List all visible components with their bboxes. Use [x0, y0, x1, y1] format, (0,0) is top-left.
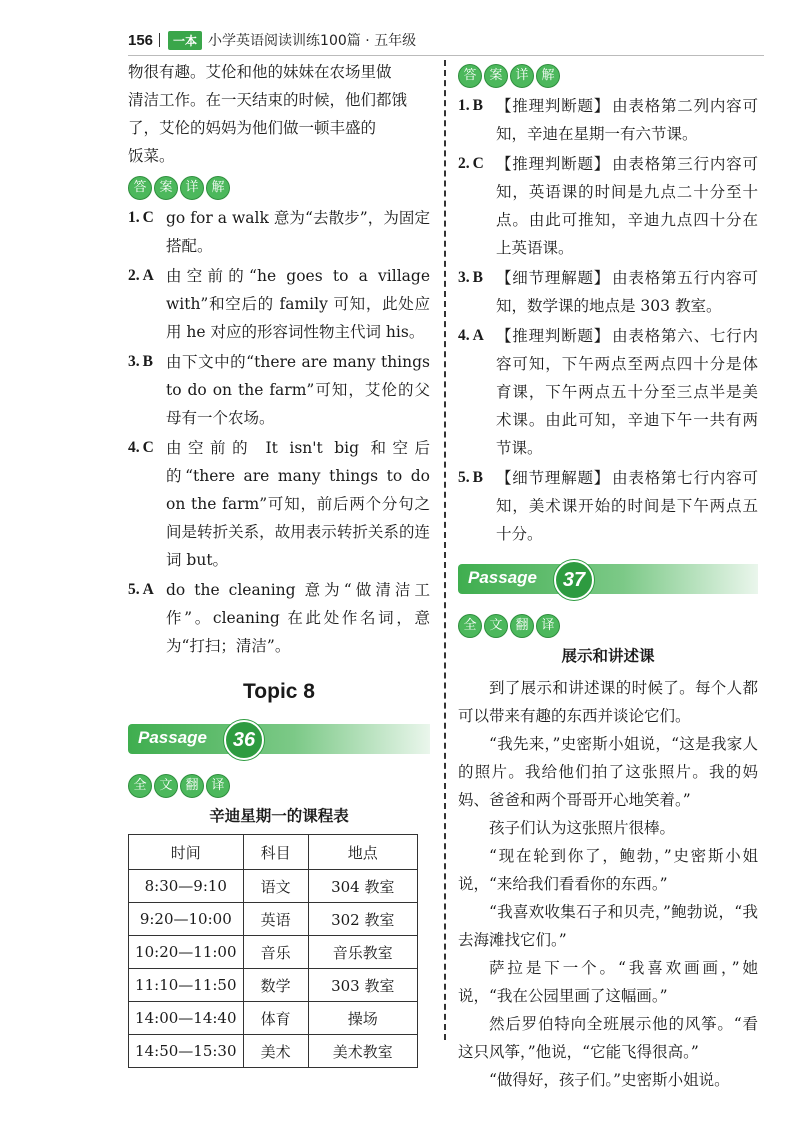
table-cell: 数学: [243, 969, 308, 1002]
intro-line: 饭菜。: [128, 147, 175, 165]
answer-item: [128, 348, 430, 432]
answer-text: 由表格第六、七行内容可知，下午两点至两点四十分是体育课，下午两点五十分至三点半是美术课。由此可知，辛迪下午一共有两节课。: [496, 327, 758, 457]
schedule-table: [128, 834, 418, 1068]
story-paragraph: 孩子们认为这张照片很棒。: [489, 819, 676, 837]
banner-char: 文: [484, 614, 508, 638]
passage-bar: [128, 718, 430, 760]
question-type-tag: 【推理判断题】: [496, 97, 611, 115]
answer-text: do the cleaning 意为“做清洁工作”。cleaning 在此处作名词，意为“打扫；清洁”。: [166, 581, 430, 655]
table-cell: 操场: [308, 1002, 417, 1035]
answer-letter: B: [472, 97, 483, 114]
answer-number: 2.: [128, 267, 140, 284]
answer-text: 由表格第三行内容可知，英语课的时间是九点二十分至十点。由此可推知，辛迪九点四十分在上英语课。: [496, 155, 758, 257]
table-cell: 302 教室: [308, 903, 417, 936]
answer-number: 4.: [458, 327, 470, 344]
page-header: [128, 26, 416, 54]
table-cell: 美术: [243, 1035, 308, 1068]
answer-letter: B: [472, 469, 483, 486]
banner-char: 详: [510, 64, 534, 88]
banner-char: 详: [180, 176, 204, 200]
answer-number: 3.: [458, 269, 470, 286]
answer-text: 由表格第二列内容可知，辛迪在星期一有六节课。: [496, 97, 758, 143]
question-type-tag: 【细节理解题】: [496, 269, 611, 287]
answer-letter: C: [142, 209, 154, 226]
table-cell: 音乐教室: [308, 936, 417, 969]
banner-char: 解: [536, 64, 560, 88]
table-cell: 英语: [243, 903, 308, 936]
table-cell: 语文: [243, 870, 308, 903]
story-paragraph: “做得好，孩子们。”史密斯小姐说。: [489, 1071, 730, 1089]
answer-text: 由表格第七行内容可知，美术课开始的时间是下午两点五十分。: [496, 469, 758, 543]
answer-number: 4.: [128, 439, 140, 456]
answer-item: [458, 150, 758, 262]
table-cell: 10:20—11:00: [129, 936, 244, 969]
banner-char: 全: [128, 774, 152, 798]
table-row: [129, 903, 418, 936]
header-separator: [159, 33, 160, 47]
banner-char: 案: [484, 64, 508, 88]
answer-text: 由下文中的“there are many things to do on the farm”可知，艾伦的父母有一个农场。: [166, 353, 430, 427]
answer-text: 由空前的 It isn't big 和空后的“there are many things to do on the farm”可知，前后两个分句之间是转折关系，故用表示转折关系的连词 but。: [166, 439, 430, 569]
story-paragraph: 然后罗伯特向全班展示他的风筝。“看这只风筝，”他说，“它能飞得很高。”: [458, 1015, 758, 1061]
table-cell: 美术教室: [308, 1035, 417, 1068]
answer-item: [458, 464, 758, 548]
answer-number: 1.: [458, 97, 470, 114]
left-column: [128, 58, 430, 1068]
answer-explanation-banner: [128, 176, 230, 200]
banner-char: 案: [154, 176, 178, 200]
answer-item: [458, 322, 758, 462]
right-column: [458, 58, 758, 1094]
full-translation-banner: [128, 774, 230, 798]
table-title: 辛迪星期一的课程表: [209, 807, 349, 825]
answer-letter: C: [142, 439, 154, 456]
banner-char: 解: [206, 176, 230, 200]
passage-number-badge: 37: [554, 560, 594, 600]
answer-text: go for a walk 意为“去散步”，为固定搭配。: [166, 209, 430, 255]
answer-letter: B: [142, 353, 153, 370]
passage-label: Passage: [468, 568, 537, 587]
story-paragraph: “我先来，”史密斯小姐说，“这是我家人的照片。我给他们拍了这张照片。我的妈妈、爸爸和两个哥哥开心地笑着。”: [458, 735, 758, 809]
table-row: [129, 936, 418, 969]
page-number: 156: [128, 31, 154, 49]
table-cell: 304 教室: [308, 870, 417, 903]
answer-letter: A: [142, 581, 154, 598]
answer-item: [128, 576, 430, 660]
banner-char: 文: [154, 774, 178, 798]
answer-letter: A: [472, 327, 484, 344]
table-cell: 9:20—10:00: [129, 903, 244, 936]
column-divider: [444, 60, 446, 1040]
table-header-row: [129, 835, 418, 870]
table-row: [129, 1002, 418, 1035]
full-translation-banner: [458, 614, 560, 638]
answer-letter: B: [472, 269, 483, 286]
banner-char: 译: [536, 614, 560, 638]
table-row: [129, 870, 418, 903]
answer-number: 1.: [128, 209, 140, 226]
passage-number-badge: 36: [224, 720, 264, 760]
answer-number: 5.: [458, 469, 470, 486]
table-cell: 14:50—15:30: [129, 1035, 244, 1068]
answer-explanation-banner: [458, 64, 560, 88]
answer-number: 5.: [128, 581, 140, 598]
table-cell: 音乐: [243, 936, 308, 969]
table-row: [129, 1035, 418, 1068]
intro-line: 了，艾伦的妈妈为他们做一顿丰盛的: [128, 119, 377, 137]
story-paragraph: “我喜欢收集石子和贝壳，”鲍勃说，“我去海滩找它们。”: [458, 903, 758, 949]
intro-line: 物很有趣。艾伦和他的妹妹在农场里做: [128, 63, 392, 81]
question-type-tag: 【推理判断题】: [496, 155, 611, 173]
answer-text: 由空前的“he goes to a village with”和空后的 family 可知，此处应用 he 对应的形容词性物主代词 his。: [166, 267, 430, 341]
table-cell: 303 教室: [308, 969, 417, 1002]
story-paragraph: “现在轮到你了，鲍勃，”史密斯小姐说，“来给我们看看你的东西。”: [458, 847, 758, 893]
banner-char: 译: [206, 774, 230, 798]
story-title: 展示和讲述课: [561, 647, 655, 665]
table-cell: 11:10—11:50: [129, 969, 244, 1002]
answer-text: 由表格第五行内容可知，数学课的地点是 303 教室。: [496, 269, 758, 315]
question-type-tag: 【推理判断题】: [496, 327, 611, 345]
intro-paragraph: [128, 58, 430, 170]
publisher-logo: 一本: [168, 31, 202, 50]
table-header-cell: 地点: [308, 835, 417, 870]
passage-bar: [458, 558, 758, 600]
table-header-cell: 科目: [243, 835, 308, 870]
table-cell: 8:30—9:10: [129, 870, 244, 903]
table-header-cell: 时间: [129, 835, 244, 870]
book-title: 小学英语阅读训练100篇 · 五年级: [208, 33, 417, 49]
answer-letter: C: [472, 155, 484, 172]
passage-label: Passage: [138, 728, 207, 747]
table-cell: 14:00—14:40: [129, 1002, 244, 1035]
intro-line: 清洁工作。在一天结束的时候，他们都饿: [128, 91, 408, 109]
banner-char: 翻: [510, 614, 534, 638]
answer-number: 2.: [458, 155, 470, 172]
answer-item: [128, 204, 430, 260]
answer-number: 3.: [128, 353, 140, 370]
table-row: [129, 969, 418, 1002]
story-paragraph: 萨拉是下一个。“我喜欢画画，”她说，“我在公园里画了这幅画。”: [458, 959, 758, 1005]
table-cell: 体育: [243, 1002, 308, 1035]
question-type-tag: 【细节理解题】: [496, 469, 611, 487]
answer-item: [458, 264, 758, 320]
answer-letter: A: [142, 267, 154, 284]
answer-item: [128, 434, 430, 574]
answer-item: [458, 92, 758, 148]
answer-item: [128, 262, 430, 346]
topic-heading: Topic 8: [243, 680, 315, 703]
header-rule: [128, 55, 764, 56]
banner-char: 答: [128, 176, 152, 200]
banner-char: 全: [458, 614, 482, 638]
banner-char: 翻: [180, 774, 204, 798]
banner-char: 答: [458, 64, 482, 88]
story-paragraph: 到了展示和讲述课的时候了。每个人都可以带来有趣的东西并谈论它们。: [458, 679, 758, 725]
